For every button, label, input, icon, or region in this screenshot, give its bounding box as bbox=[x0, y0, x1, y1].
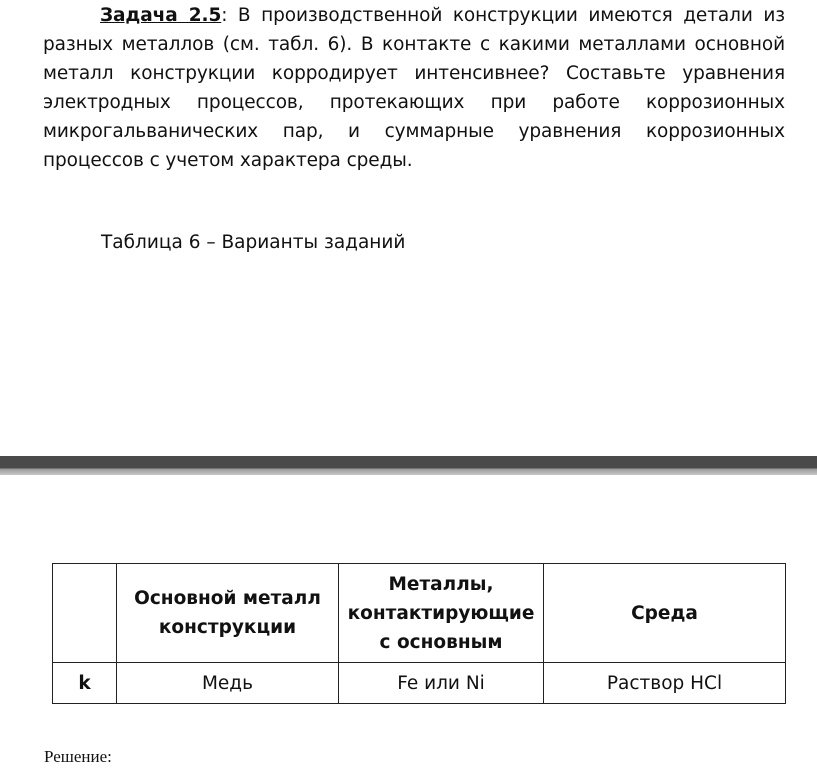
solution-label: Решение: bbox=[44, 747, 112, 766]
table-cell-variant: k bbox=[53, 663, 117, 704]
table-cell: Раствор HCl bbox=[544, 663, 786, 704]
variants-table bbox=[52, 563, 786, 704]
table-header-cell: Среда bbox=[544, 564, 786, 663]
table-caption: Таблица 6 – Варианты заданий bbox=[101, 232, 406, 253]
table-header-cell: Основной металл конструкции bbox=[117, 564, 339, 663]
table-row bbox=[53, 663, 786, 704]
table-cell: Fe или Ni bbox=[339, 663, 544, 704]
table-header-cell bbox=[53, 564, 117, 663]
task-label: Задача 2.5 bbox=[100, 5, 222, 26]
table-header-cell: Металлы, контактирующие с основным bbox=[339, 564, 544, 663]
task-text: : В производственной конструкции имеются детали из разных металлов (см. табл. 6). В контакте с какими металлами основной металл конструкции корродирует интенсивнее? Составьте уравнения электродных процессов, протекающих при работе коррозионных микрогальванических пар, и суммарные уравнения коррозионных процессов с учетом характера среды. bbox=[43, 5, 785, 171]
page-divider bbox=[0, 456, 817, 475]
task-paragraph bbox=[43, 1, 785, 175]
table-cell: Медь bbox=[117, 663, 339, 704]
table-header-row bbox=[53, 564, 786, 663]
